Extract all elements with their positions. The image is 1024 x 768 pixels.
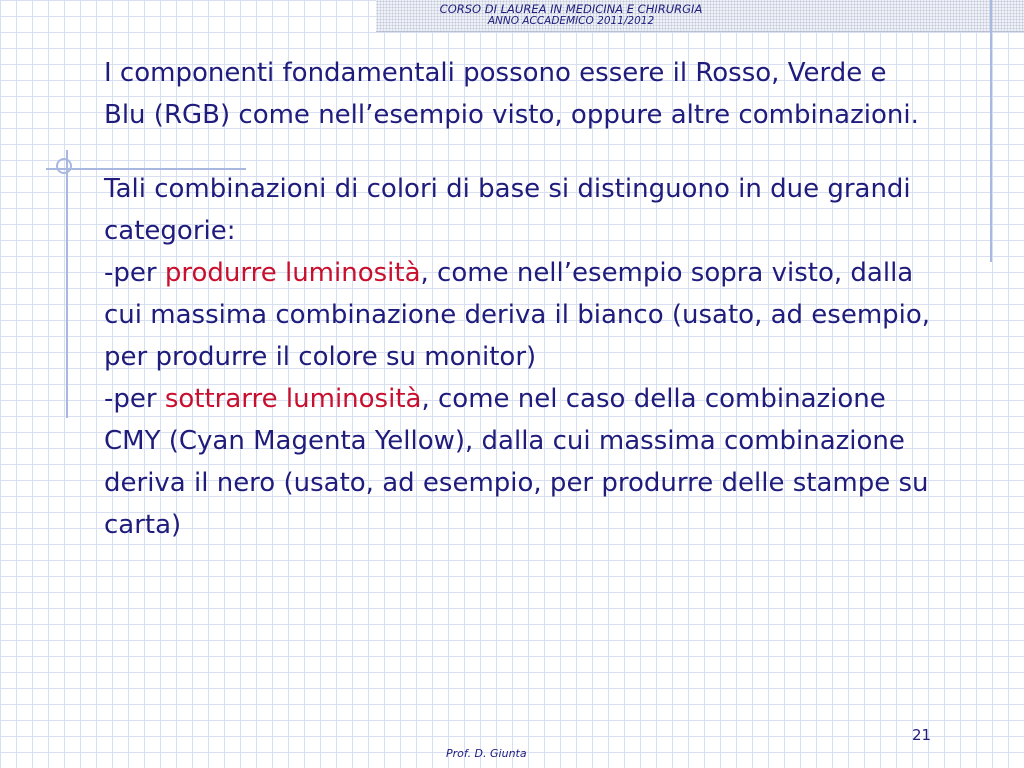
footer-author: Prof. D. Giunta bbox=[446, 747, 527, 760]
decorative-right-vertical-line bbox=[990, 0, 992, 262]
slide-body bbox=[104, 52, 934, 546]
item-text: , come nell’esempio sopra visto, dalla cui massima combinazione deriva il bianco (usato, ad esempio, per produrre il colore su monitor) bbox=[104, 258, 931, 372]
list-item-subtract-light bbox=[104, 378, 934, 546]
page-number: 21 bbox=[912, 726, 932, 744]
item-text: , come nel caso della combinazione CMY (Cyan Magenta Yellow), dalla cui massima combinazione deriva il nero (usato, ad esempio, per produrre delle stampe su carta) bbox=[104, 384, 929, 540]
decorative-left-vertical-line bbox=[66, 150, 68, 418]
highlight-sottrarre-luminosita: sottrarre luminosità bbox=[164, 384, 422, 414]
paragraph-rgb: I componenti fondamentali possono essere il Rosso, Verde e Blu (RGB) come nell’esempio visto, oppure altre combinazioni. bbox=[104, 58, 919, 130]
decorative-ring bbox=[56, 158, 72, 174]
item-prefix: -per bbox=[104, 384, 165, 414]
item-prefix: -per bbox=[104, 258, 165, 288]
header-course-title: CORSO DI LAUREA IN MEDICINA E CHIRURGIA bbox=[439, 2, 703, 16]
list-item-produce-light bbox=[104, 252, 934, 378]
highlight-produrre-luminosita: produrre luminosità bbox=[164, 258, 421, 288]
paragraph-categories: Tali combinazioni di colori di base si distinguono in due grandi categorie: bbox=[104, 174, 911, 246]
header-academic-year: ANNO ACCADEMICO 2011/2012 bbox=[487, 15, 655, 27]
